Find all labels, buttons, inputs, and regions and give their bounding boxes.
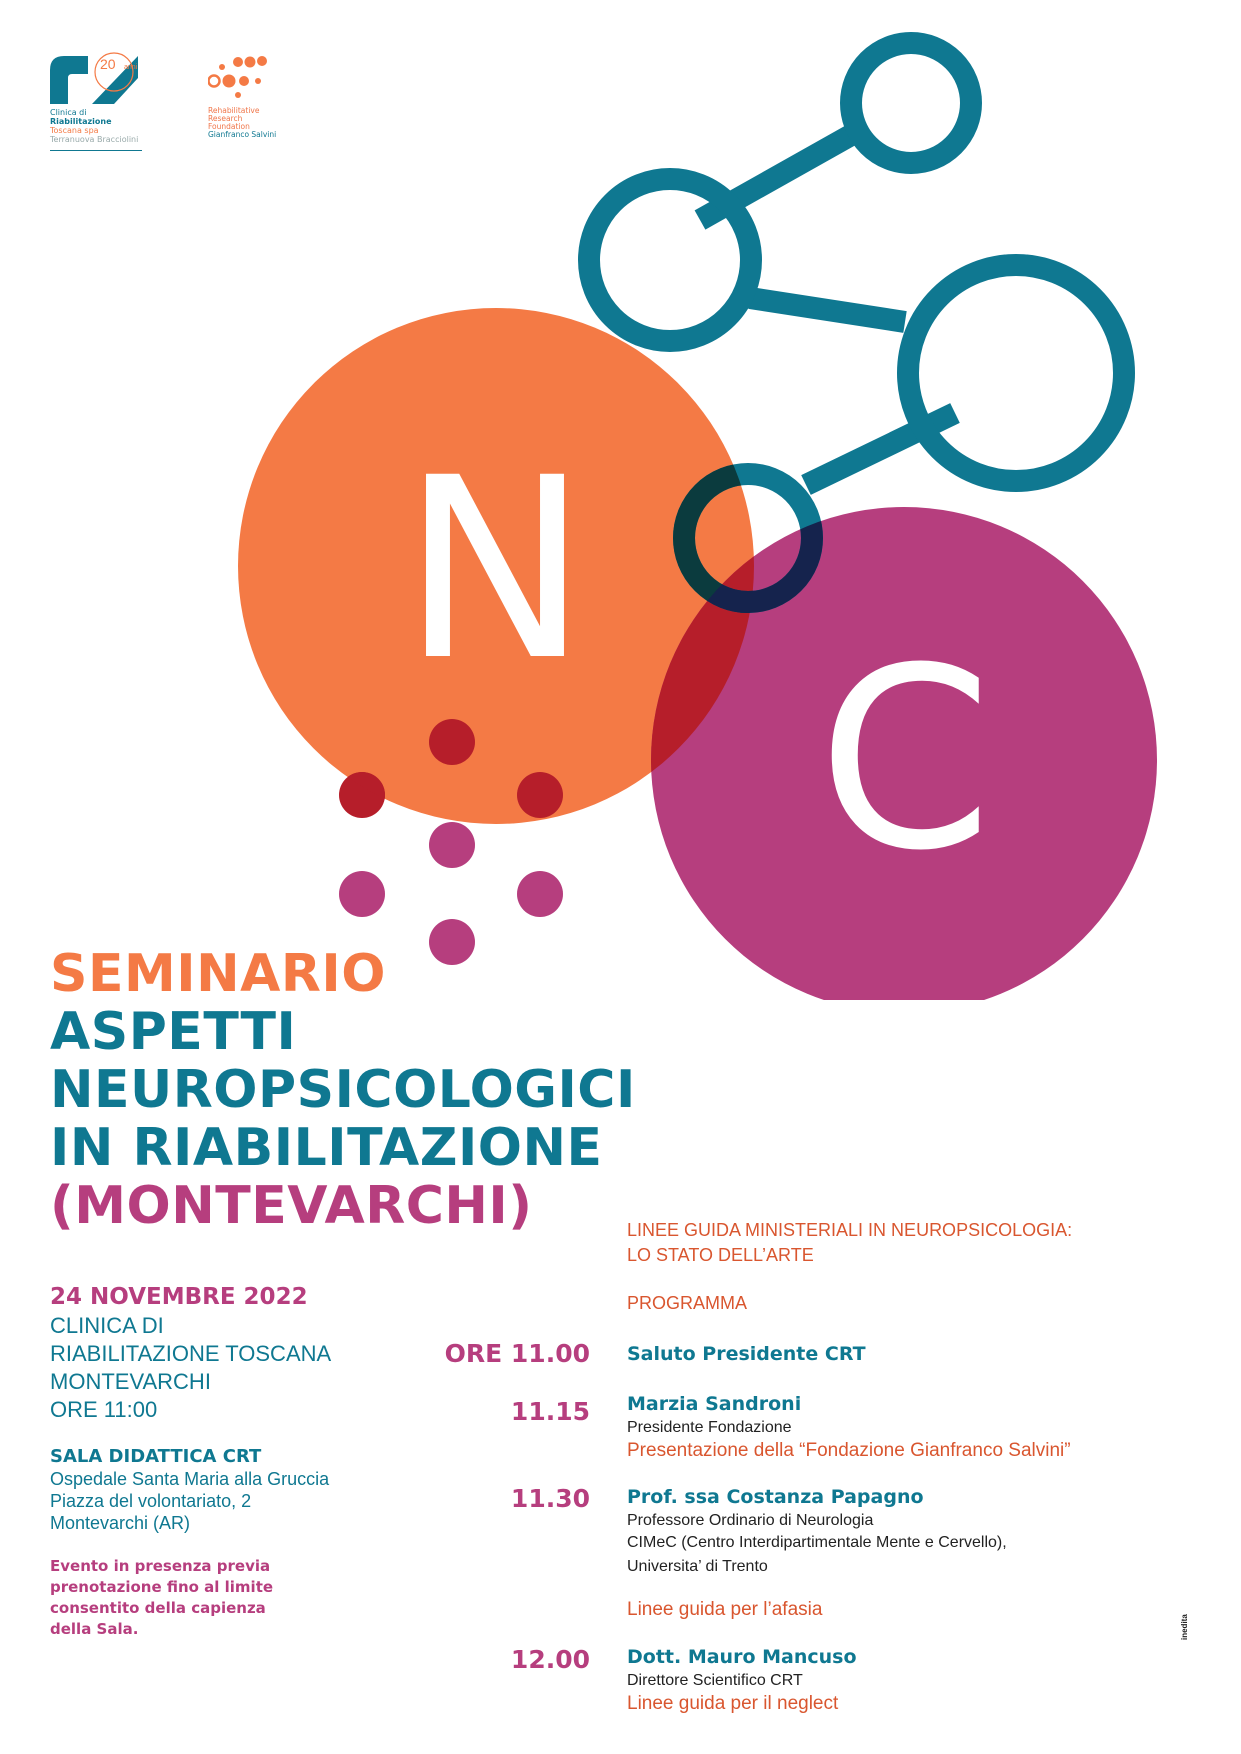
program-time-3: 11.30 — [510, 1484, 590, 1513]
foundation-logo-text: Rehabilitative Research Foundation Gianfranco Salvini — [208, 106, 277, 139]
title-line-1: ASPETTI — [50, 1002, 297, 1062]
program-title-3: Prof. ssa Costanza Papagno — [627, 1486, 924, 1508]
program-topic-3: Linee guida per l’afasia — [627, 1599, 823, 1620]
program-topic-2: Presentazione della “Fondazione Gianfranco Salvini” — [627, 1440, 1071, 1461]
program-sub-3a: Professore Ordinario di Neurologia — [627, 1512, 874, 1529]
title-line-4: (MONTEVARCHI) — [50, 1176, 533, 1236]
molecule-ring-top — [851, 43, 971, 163]
molecule-ring-left — [589, 179, 751, 341]
dot-1 — [429, 719, 475, 765]
program-time-1: ORE 11.00 — [444, 1339, 590, 1368]
event-address-3: Montevarchi (AR) — [50, 1513, 191, 1533]
clinic-logo-badge: 20 — [100, 56, 116, 72]
event-place-3: MONTEVARCHI — [50, 1369, 211, 1394]
letter-n: N — [401, 424, 589, 715]
program-title-1: Saluto Presidente CRT — [627, 1343, 866, 1365]
program-time-4: 12.00 — [510, 1645, 590, 1674]
molecule-bond-middle — [750, 298, 905, 322]
program-sub-4: Direttore Scientifico CRT — [627, 1672, 803, 1689]
title-line-2: NEUROPSICOLOGICI — [50, 1060, 636, 1120]
event-place-1: CLINICA DI — [50, 1313, 164, 1338]
event-info — [50, 1282, 410, 1640]
event-address-2: Piazza del volontariato, 2 — [50, 1491, 252, 1511]
program-topic-4: Linee guida per il neglect — [627, 1693, 839, 1714]
event-room: SALA DIDATTICA CRT — [50, 1446, 262, 1467]
program-sub-2: Presidente Fondazione — [627, 1419, 792, 1436]
letter-c: C — [817, 614, 993, 905]
program-sub-3b: CIMeC (Centro Interdipartimentale Mente e Cervello), — [627, 1534, 1007, 1551]
seminar-kicker: SEMINARIO — [50, 944, 386, 1004]
clinic-logo-badge-sub: anni — [124, 64, 138, 71]
molecule-ring-right — [908, 265, 1124, 481]
title-line-3: IN RIABILITAZIONE — [50, 1118, 603, 1178]
clinic-logo-text: Clinica di Riabilitazione Toscana spa Terranuova Bracciolini — [50, 108, 139, 144]
event-time: ORE 11:00 — [50, 1397, 158, 1422]
dot-4 — [429, 822, 475, 868]
dot-6 — [517, 871, 563, 917]
program-heading-1: LINEE GUIDA MINISTERIALI IN NEUROPSICOLOGIA: — [627, 1220, 1073, 1240]
program-title-2: Marzia Sandroni — [627, 1393, 802, 1415]
dot-3 — [517, 772, 563, 818]
printer-credit: inedita — [1180, 1614, 1189, 1640]
program-time-2: 11.15 — [510, 1397, 590, 1426]
event-place-2: RIABILITAZIONE TOSCANA — [50, 1341, 332, 1366]
dot-7 — [429, 919, 475, 965]
event-note: Evento in presenza previa prenotazione fino al limite consentito della capienza della Sala. — [50, 1557, 274, 1638]
program-heading-2: LO STATO DELL’ARTE — [627, 1245, 814, 1265]
event-date: 24 NOVEMBRE 2022 — [50, 1284, 308, 1310]
dot-5 — [339, 871, 385, 917]
program-title-4: Dott. Mauro Mancuso — [627, 1646, 857, 1668]
program-sub-3c: Universita’ di Trento — [627, 1558, 768, 1575]
program-label: PROGRAMMA — [627, 1293, 748, 1313]
event-address-1: Ospedale Santa Maria alla Gruccia — [50, 1469, 330, 1489]
